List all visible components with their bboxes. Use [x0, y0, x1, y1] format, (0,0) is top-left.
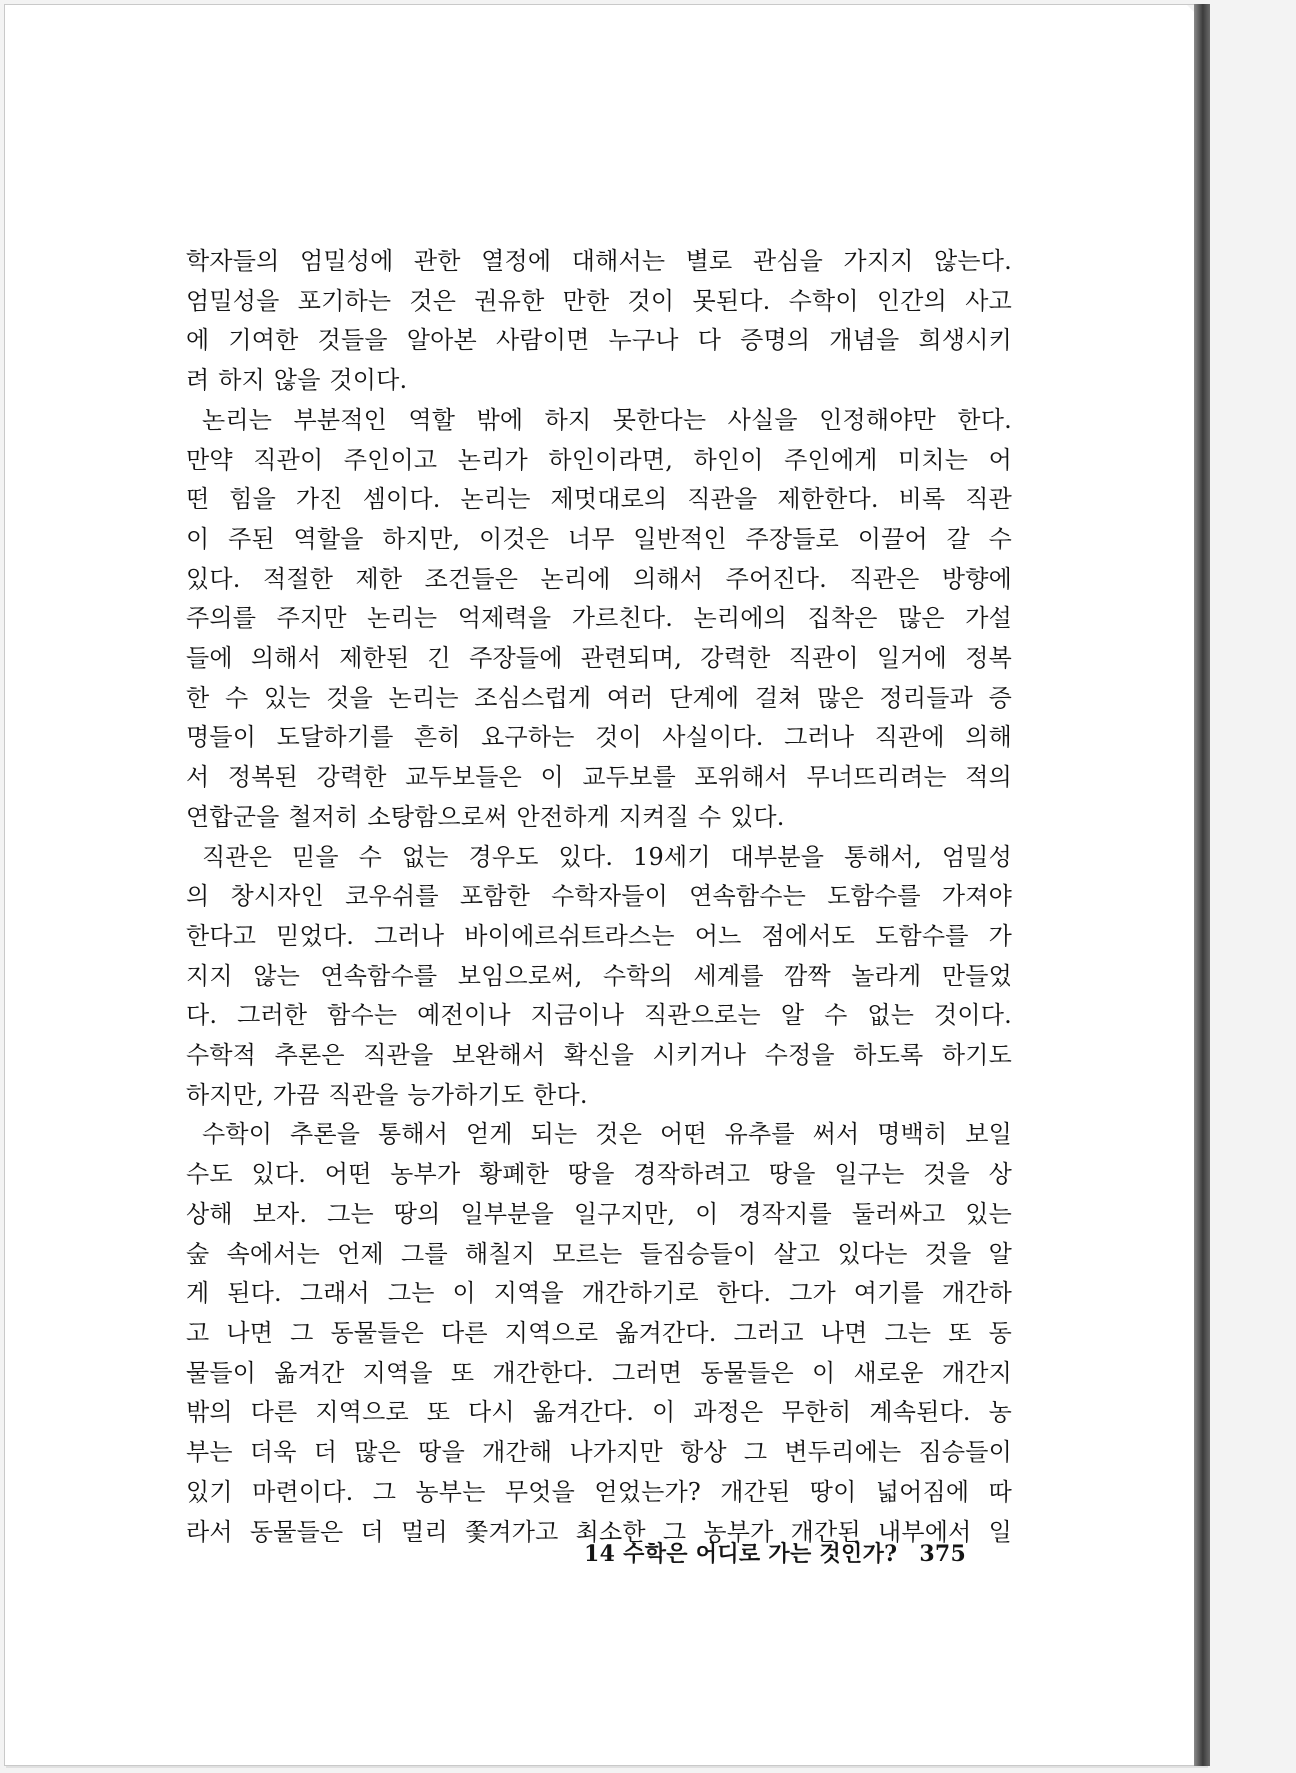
body-text — [186, 242, 1012, 1552]
text-line: 들에 의해서 제한된 긴 주장들에 관련되며, 강력한 직관이 일거에 정복 — [186, 644, 1012, 673]
book-spine-edge — [1194, 4, 1210, 1766]
paragraph — [186, 401, 1012, 838]
text-line: 물들이 옮겨간 지역을 또 개간한다. 그러면 동물들은 이 새로운 개간지 — [186, 1358, 1012, 1387]
text-line: 고 나면 그 동물들은 다른 지역으로 옮겨간다. 그러고 나면 그는 또 동 — [186, 1318, 1012, 1347]
text-line: 지지 않는 연속함수를 보임으로써, 수학의 세계를 깜짝 놀라게 만들었 — [186, 961, 1012, 990]
text-line: 상해 보자. 그는 땅의 일부분을 일구지만, 이 경작지를 둘러싸고 있는 — [186, 1199, 1012, 1228]
text-line: 의 창시자인 코우쉬를 포함한 수학자들이 연속함수는 도함수를 가져야 — [186, 882, 1012, 911]
text-line: 엄밀성을 포기하는 것은 권유한 만한 것이 못된다. 수학이 인간의 사고 — [186, 286, 1012, 315]
chapter-title: 14 수학은 어디로 가는 것인가? — [584, 1541, 898, 1567]
text-line: 하지만, 가끔 직관을 능가하기도 한다. — [186, 1080, 588, 1109]
text-line: 떤 힘을 가진 셈이다. 논리는 제멋대로의 직관을 제한한다. 비록 직관 — [186, 485, 1012, 514]
text-line: 명들이 도달하기를 흔히 요구하는 것이 사실이다. 그러나 직관에 의해 — [186, 723, 1012, 752]
text-line: 있기 마련이다. 그 농부는 무엇을 얻었는가? 개간된 땅이 넓어짐에 따 — [186, 1477, 1012, 1506]
paragraph — [186, 838, 1012, 1116]
text-line: 수학적 추론은 직관을 보완해서 확신을 시키거나 수정을 하도록 하기도 — [186, 1041, 1012, 1070]
text-line: 있다. 적절한 제한 조건들은 논리에 의해서 주어진다. 직관은 방향에 — [186, 564, 1012, 593]
text-line: 에 기여한 것들을 알아본 사람이면 누구나 다 증명의 개념을 희생시키 — [186, 326, 1012, 355]
text-line: 수도 있다. 어떤 농부가 황폐한 땅을 경작하려고 땅을 일구는 것을 상 — [186, 1160, 1012, 1189]
text-line: 논리는 부분적인 역할 밖에 하지 못한다는 사실을 인정해야만 한다. — [202, 405, 1012, 434]
text-line: 직관은 믿을 수 없는 경우도 있다. 19세기 대부분을 통해서, 엄밀성 — [202, 842, 1012, 871]
text-line: 한 수 있는 것을 논리는 조심스럽게 여러 단계에 걸쳐 많은 정리들과 증 — [186, 683, 1012, 712]
text-line: 한다고 믿었다. 그러나 바이에르쉬트라스는 어느 점에서도 도함수를 가 — [186, 921, 1012, 950]
text-line: 주의를 주지만 논리는 억제력을 가르친다. 논리에의 집착은 많은 가설 — [186, 604, 1012, 633]
text-line: 연합군을 철저히 소탕함으로써 안전하게 지켜질 수 있다. — [186, 802, 785, 831]
text-line: 라서 동물들은 더 멀리 쫓겨가고 최소한 그 농부가 개간된 내부에서 일 — [186, 1517, 1012, 1546]
text-line: 부는 더욱 더 많은 땅을 개간해 나가지만 항상 그 변두리에는 짐승들이 — [186, 1438, 1012, 1467]
page-number: 375 — [919, 1541, 967, 1567]
paragraph — [186, 1115, 1012, 1552]
text-line: 게 된다. 그래서 그는 이 지역을 개간하기로 한다. 그가 여기를 개간하 — [186, 1279, 1012, 1308]
text-line: 다. 그러한 함수는 예전이나 지금이나 직관으로는 알 수 없는 것이다. — [186, 1001, 1012, 1030]
text-line: 학자들의 엄밀성에 관한 열정에 대해서는 별로 관심을 가지지 않는다. — [186, 247, 1012, 275]
running-footer — [584, 1537, 966, 1568]
paragraph — [186, 242, 1012, 401]
text-line: 만약 직관이 주인이고 논리가 하인이라면, 하인이 주인에게 미치는 어 — [186, 445, 1012, 474]
text-line: 밖의 다른 지역으로 또 다시 옮겨간다. 이 과정은 무한히 계속된다. 농 — [186, 1398, 1012, 1427]
text-line: 서 정복된 강력한 교두보들은 이 교두보를 포위해서 무너뜨리려는 적의 — [186, 763, 1012, 792]
text-line: 이 주된 역할을 하지만, 이것은 너무 일반적인 주장들로 이끌어 갈 수 — [186, 524, 1012, 553]
text-line: 려 하지 않을 것이다. — [186, 366, 408, 395]
text-line: 수학이 추론을 통해서 얻게 되는 것은 어떤 유추를 써서 명백히 보일 — [202, 1120, 1012, 1149]
text-line: 숲 속에서는 언제 그를 해칠지 모르는 들짐승들이 살고 있다는 것을 알 — [186, 1239, 1012, 1268]
